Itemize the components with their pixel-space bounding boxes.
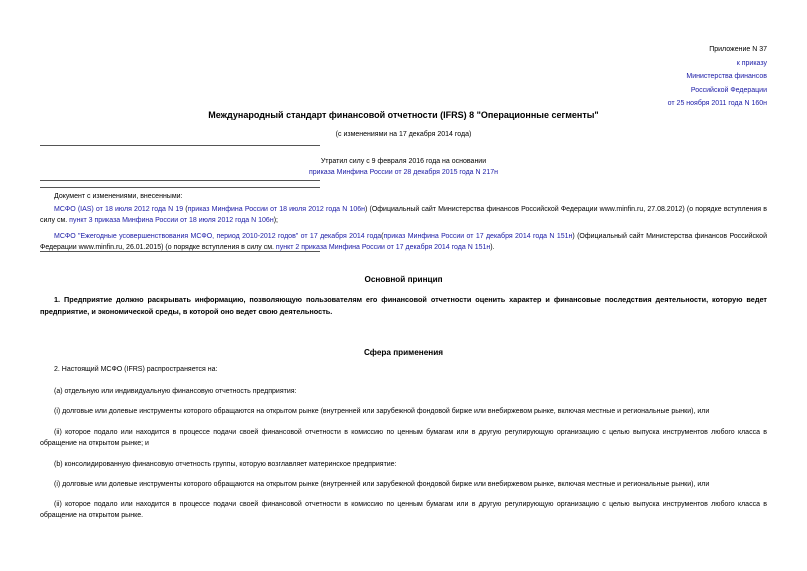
change-link[interactable]: приказ Минфина России от 18 июля 2012 года N 106н — [187, 206, 365, 213]
appendix-line: Приложение N 37 — [709, 46, 767, 53]
change-link[interactable]: приказ Минфина России от 17 декабря 2014 года N 151н — [383, 233, 573, 240]
scope-paragraph: (ii) которое подало или находится в процессе подачи своей финансовой отчетности в комиссию по ценным бумагам или в другую регулирующую организацию с целью выпуска инструментов любого класса в обращение на открытом рынке. — [40, 501, 767, 519]
appendix-link[interactable]: от 25 ноября 2011 года N 160н — [667, 100, 767, 107]
change-text: ); — [273, 217, 278, 224]
appendix-link[interactable]: Министерства финансов — [686, 73, 767, 80]
change-link[interactable]: пункт 3 приказа Минфина России от 18 июля 2012 года N 106н — [69, 217, 274, 224]
change-link[interactable]: МСФО (IAS) от 18 июля 2012 года N 19 — [54, 206, 184, 213]
section-heading: Сфера применения — [363, 348, 444, 357]
scope-paragraph: (ii) которое подало или находится в процессе подачи своей финансовой отчетности в комиссию по ценным бумагам или в другую регулирующую организацию с целью выпуска инструментов любого класса в обращение на открытом рынке; и — [40, 429, 767, 447]
change-text: ( — [183, 206, 188, 213]
change-link[interactable]: МСФО "Ежегодные усовершенствования МСФО, период 2010-2012 годов" от 17 декабря 2014 года — [54, 233, 382, 240]
document-subtitle: (с изменениями на 17 декабря 2014 года) — [335, 131, 472, 138]
lost-force-text: Утратил силу с 9 февраля 2016 года на основании — [320, 158, 487, 165]
scope-paragraph: 2. Настоящий МСФО (IFRS) распространяется на: — [54, 366, 218, 373]
change-text: ) (Официальный сайт Министерства финансов Российской Федерации www.minfin.ru, 27.08.2012) (о порядке вступления в силу см. — [40, 206, 767, 224]
appendix-link[interactable]: к приказу — [736, 59, 767, 67]
appendix-link[interactable]: Российской Федерации — [690, 86, 767, 94]
scope-paragraph: (i) долговые или долевые инструменты которого обращаются на открытом рынке (внутренней или зарубежной фондовой бирже или внебиржевом рынке, включая местные и региональные рынки), или — [54, 481, 710, 488]
scope-paragraph: (b) консолидированную финансовую отчетность группы, которую возглавляет материнское предприятие: — [54, 461, 397, 468]
change-link[interactable]: пункт 2 приказа Минфина России от 17 декабря 2014 года N 151н — [275, 244, 491, 251]
change-text: ). — [490, 244, 495, 251]
scope-paragraph: (i) долговые или долевые инструменты которого обращаются на открытом рынке (внутренней или зарубежной фондовой бирже или внебиржевом рынке, включая местные и региональные рынки), или — [54, 408, 710, 415]
scope-section — [40, 0, 767, 571]
principle-paragraph: 1. Предприятие должно раскрывать информацию, позволяющую пользователям его финансовой отчетности оценить характер и финансовые последствия деятельности, которую ведет предприятие, и экономической среды, в которой оно ведет свою деятельность. — [40, 295, 767, 316]
changes-heading: Документ с изменениями, внесенными: — [54, 193, 183, 200]
change-text: ( — [381, 233, 384, 240]
section-heading: Основной принцип — [364, 275, 443, 284]
change-text: ) (Официальный сайт Министерства финансов Российской Федерации www.minfin.ru, 26.01.2015) (о порядке вступления в силу см. — [40, 233, 767, 251]
document-title: Международный стандарт финансовой отчетности (IFRS) 8 "Операционные сегменты" — [208, 110, 599, 120]
scope-paragraph: (a) отдельную или индивидуальную финансовую отчетность предприятия: — [54, 388, 297, 395]
lost-force-link[interactable]: приказа Минфина России от 28 декабря 2015 года N 217н — [308, 169, 499, 176]
